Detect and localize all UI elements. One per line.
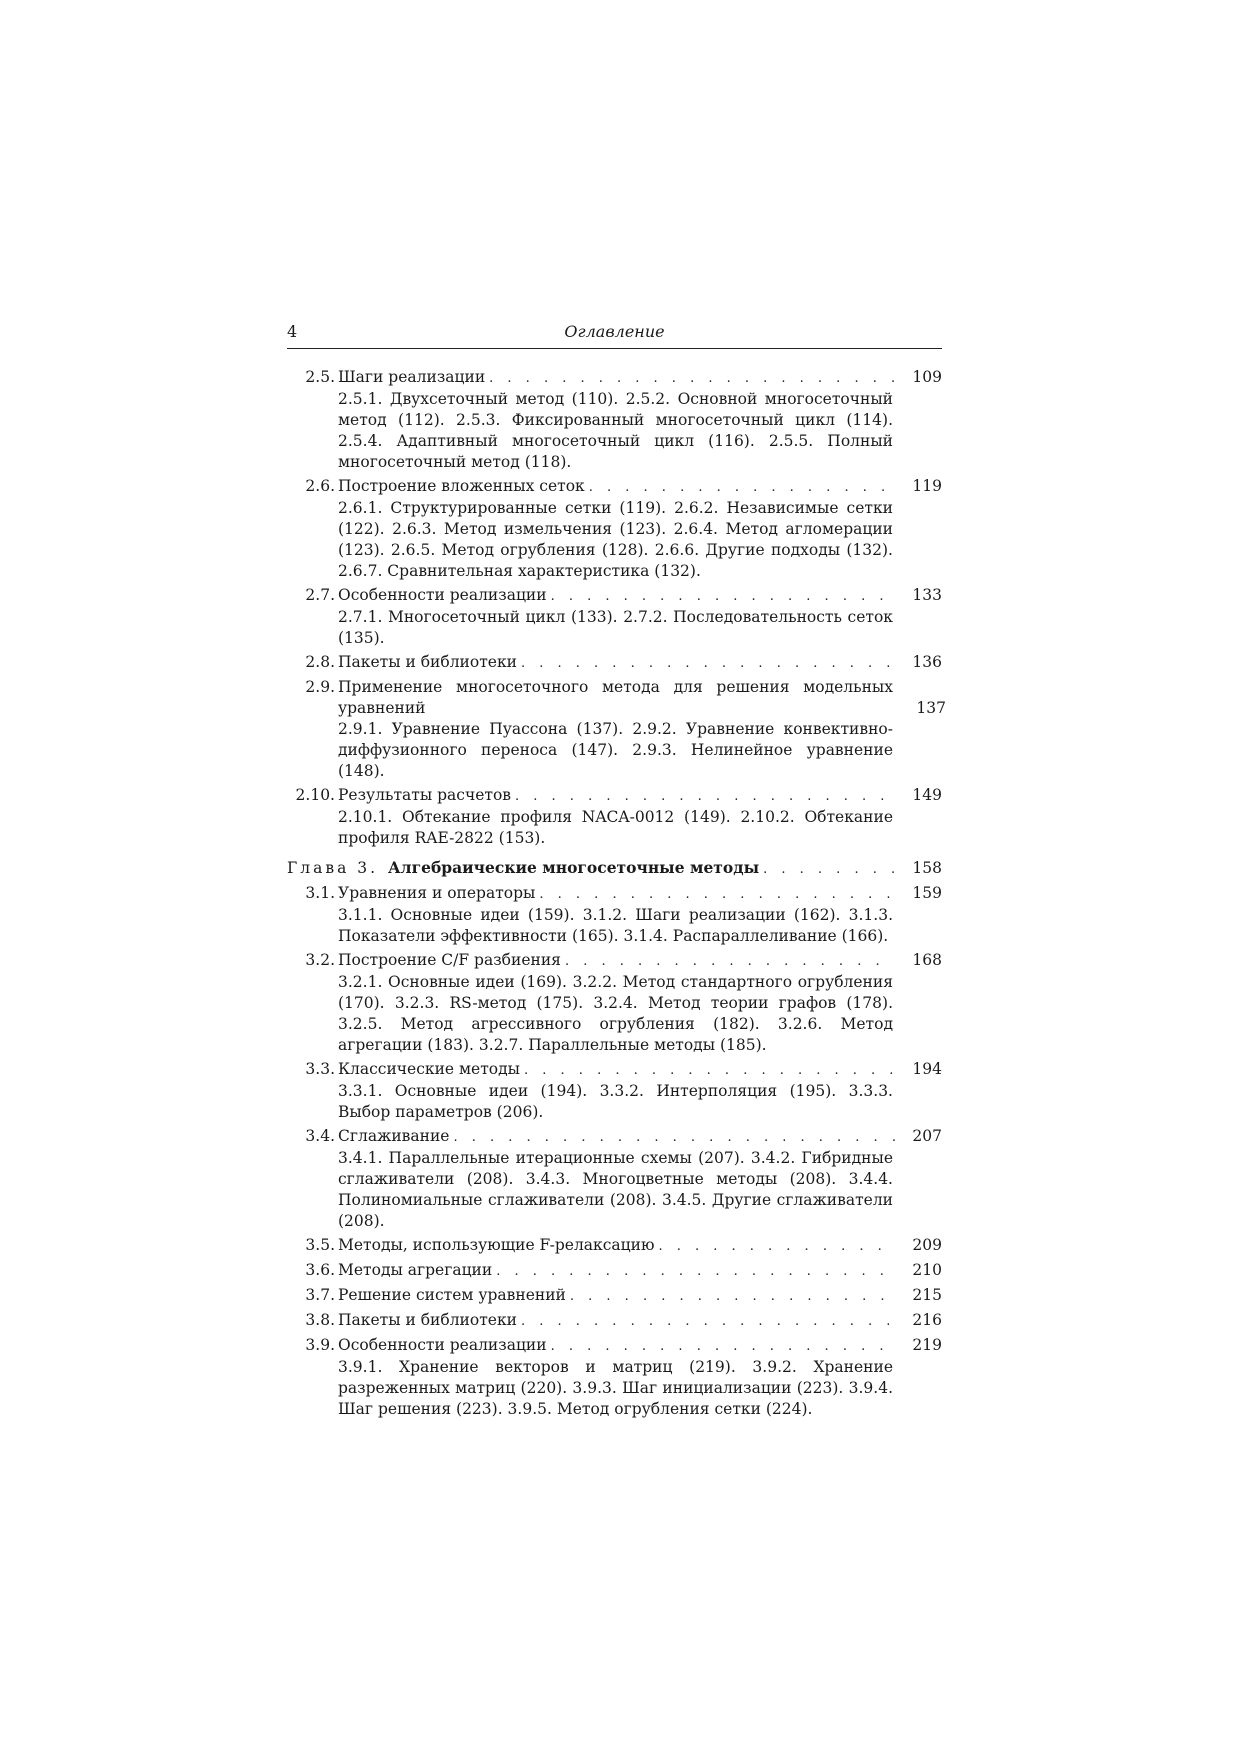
toc-entry-2-7[interactable] — [287, 585, 942, 649]
entry-number: 3.8. — [305, 1311, 335, 1329]
entry-subsections: 3.4.1. Параллельные итерационные схемы (207). 3.4.2. Гибридные сглаживатели (208). 3.4.3. Многоцветные методы (208). 3.4.4. Полиномиальные сглаживатели (208). 3.4.5. Другие сглаживатели (208). — [338, 1149, 893, 1230]
entry-subsections: 2.9.1. Уравнение Пуассона (137). 2.9.2. Уравнение конвективно-диффузионного переноса (147). 2.9.3. Нелинейное уравнение (148). — [338, 720, 893, 780]
toc-entry-3-2[interactable] — [287, 950, 942, 1056]
table-of-contents — [287, 367, 946, 1423]
entry-title: Сглаживание — [338, 1127, 450, 1145]
entry-title: Построение C/F разбиения — [338, 951, 561, 969]
toc-entry-3-6[interactable] — [287, 1260, 942, 1282]
entry-number: 2.9. — [305, 678, 335, 696]
dot-leader — [551, 1336, 895, 1357]
entry-title: Результаты расчетов — [338, 786, 512, 804]
entry-number: 2.10. — [295, 786, 335, 804]
entry-number: 3.1. — [305, 884, 335, 902]
entry-subsections: 2.5.1. Двухсеточный метод (110). 2.5.2. Основной многосеточный метод (112). 2.5.3. Фиксированный многосеточный цикл (114). 2.5.4. Адаптивный многосеточный цикл (116). 2.5.5. Полный многосеточный метод (118). — [338, 390, 893, 471]
entry-title: Особенности реализации — [338, 1336, 547, 1354]
chapter-title: Алгебраические многосеточные методы — [388, 858, 760, 877]
entry-page: 109 — [912, 368, 942, 386]
dot-leader — [763, 859, 895, 880]
entry-title: Методы, использующие F-релаксацию — [338, 1236, 655, 1254]
entry-title: Пакеты и библиотеки — [338, 1311, 517, 1329]
entry-number: 3.7. — [305, 1286, 335, 1304]
dot-leader — [551, 586, 895, 607]
toc-chapter-3[interactable] — [287, 857, 942, 880]
entry-title: Уравнения и операторы — [338, 884, 536, 902]
entry-page: 194 — [912, 1060, 942, 1078]
entry-number: 3.2. — [305, 951, 335, 969]
entry-number: 2.6. — [305, 477, 335, 495]
toc-entry-3-5[interactable] — [287, 1235, 942, 1257]
entry-title: Пакеты и библиотеки — [338, 653, 517, 671]
entry-title: Построение вложенных сеток — [338, 477, 585, 495]
entry-subsections: 2.7.1. Многосеточный цикл (133). 2.7.2. Последовательность сеток (135). — [338, 608, 893, 647]
toc-entry-2-8[interactable] — [287, 652, 942, 674]
entry-title: Решение систем уравнений — [338, 1286, 566, 1304]
entry-page: 137 — [916, 699, 946, 717]
entry-title: Методы агрегации — [338, 1261, 493, 1279]
dot-leader — [489, 368, 895, 389]
page-header — [287, 322, 942, 349]
entry-subsections: 3.2.1. Основные идеи (169). 3.2.2. Метод стандартного огрубления (170). 3.2.3. RS-метод (175). 3.2.4. Метод теории графов (178). 3.2.5. Метод агрессивного огрубления (182). 3.2.6. Метод агрегации (183). 3.2.7. Параллельные методы (185). — [338, 973, 893, 1054]
entry-page: 219 — [912, 1336, 942, 1354]
dot-leader — [524, 1060, 895, 1081]
toc-entry-2-9[interactable] — [287, 677, 946, 782]
entry-page: 207 — [912, 1127, 942, 1145]
entry-subsections: 3.3.1. Основные идеи (194). 3.3.2. Интерполяция (195). 3.3.3. Выбор параметров (206). — [338, 1082, 893, 1121]
entry-title: Особенности реализации — [338, 586, 547, 604]
toc-entry-2-6[interactable] — [287, 476, 942, 582]
chapter-label: Глава 3. — [287, 859, 379, 877]
entry-page: 215 — [912, 1286, 942, 1304]
dot-leader — [496, 1261, 895, 1282]
entry-page: 209 — [912, 1236, 942, 1254]
entry-title: Классические методы — [338, 1060, 521, 1078]
entry-page: 158 — [912, 859, 942, 877]
entry-page: 216 — [912, 1311, 942, 1329]
entry-page: 133 — [912, 586, 942, 604]
page-number: 4 — [287, 322, 298, 341]
toc-entry-3-7[interactable] — [287, 1285, 942, 1307]
entry-page: 119 — [912, 477, 942, 495]
dot-leader — [453, 1127, 895, 1148]
running-title: Оглавление — [564, 322, 665, 341]
dot-leader — [565, 951, 895, 972]
dot-leader — [521, 1311, 895, 1332]
entry-page: 168 — [912, 951, 942, 969]
dot-leader — [589, 477, 895, 498]
entry-subsections: 2.6.1. Структурированные сетки (119). 2.6.2. Независимые сетки (122). 2.6.3. Метод измельчения (123). 2.6.4. Метод агломерации (123). 2.6.5. Метод огрубления (128). 2.6.6. Другие подходы (132). 2.6.7. Сравнительная характеристика (132). — [338, 499, 893, 580]
entry-page: 149 — [912, 786, 942, 804]
toc-entry-3-8[interactable] — [287, 1310, 942, 1332]
dot-leader — [521, 653, 895, 674]
entry-number: 3.3. — [305, 1060, 335, 1078]
entry-number: 3.5. — [305, 1236, 335, 1254]
dot-leader — [515, 786, 895, 807]
entry-title: Шаги реализации — [338, 368, 486, 386]
toc-entry-3-1[interactable] — [287, 883, 942, 947]
entry-number: 2.7. — [305, 586, 335, 604]
entry-subsections: 2.10.1. Обтекание профиля NACA-0012 (149). 2.10.2. Обтекание профиля RAE-2822 (153). — [338, 808, 893, 847]
entry-number: 3.4. — [305, 1127, 335, 1145]
toc-entry-3-4[interactable] — [287, 1126, 942, 1232]
entry-page: 136 — [912, 653, 942, 671]
entry-title: Применение многосеточного метода для решения модельных уравнений — [338, 678, 893, 717]
entry-subsections: 3.1.1. Основные идеи (159). 3.1.2. Шаги реализации (162). 3.1.3. Показатели эффективности (165). 3.1.4. Распараллеливание (166). — [338, 906, 893, 945]
entry-number: 2.8. — [305, 653, 335, 671]
toc-entry-2-5[interactable] — [287, 367, 942, 473]
dot-leader — [570, 1286, 895, 1307]
entry-number: 2.5. — [305, 368, 335, 386]
entry-page: 159 — [912, 884, 942, 902]
entry-number: 3.9. — [305, 1336, 335, 1354]
entry-number: 3.6. — [305, 1261, 335, 1279]
entry-page: 210 — [912, 1261, 942, 1279]
dot-leader — [539, 884, 895, 905]
toc-entry-3-9[interactable] — [287, 1335, 942, 1420]
entry-subsections: 3.9.1. Хранение векторов и матриц (219). 3.9.2. Хранение разреженных матриц (220). 3.9.3. Шаг инициализации (223). 3.9.4. Шаг решения (223). 3.9.5. Метод огрубления сетки (224). — [338, 1358, 893, 1418]
toc-entry-3-3[interactable] — [287, 1059, 942, 1123]
toc-entry-2-10[interactable] — [287, 785, 942, 849]
dot-leader — [658, 1236, 895, 1257]
